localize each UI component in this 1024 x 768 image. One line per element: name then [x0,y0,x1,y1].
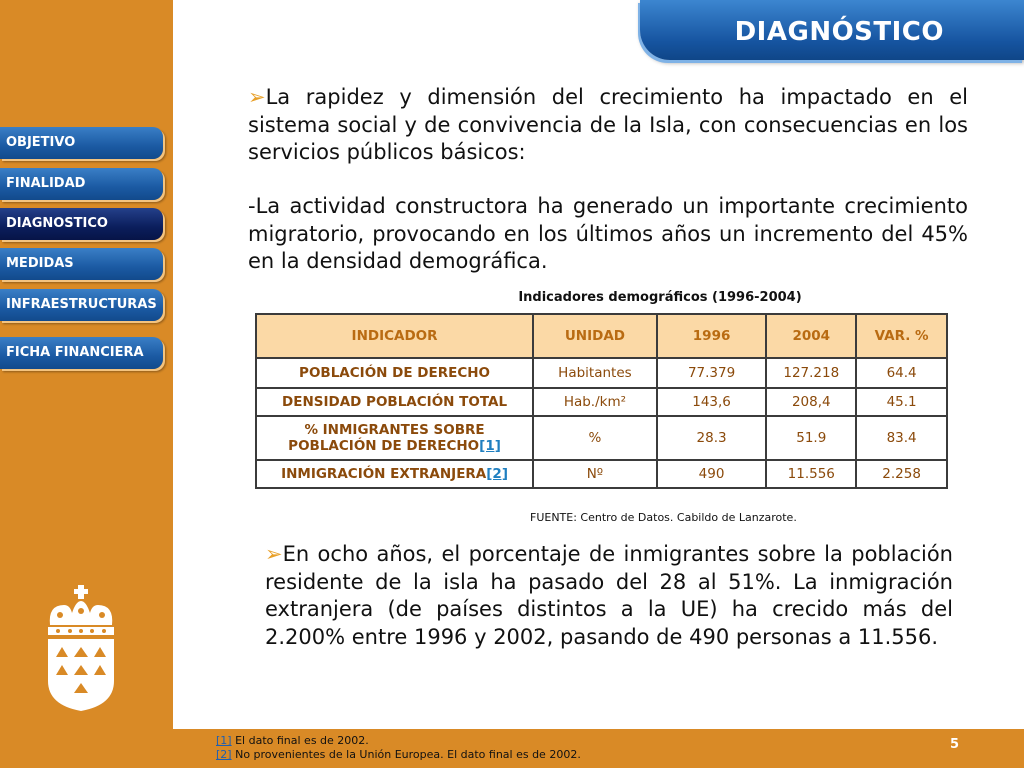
demographic-indicators-table [255,313,948,489]
value-1996-cell: 77.379 [657,358,767,388]
arrow-bullet-icon: ➢ [248,85,266,109]
footnote-text: No provenientes de la Unión Europea. El dato final es de 2002. [231,748,581,761]
column-header: 2004 [766,314,856,358]
unit-cell: Nº [533,460,657,488]
conclusion-text: En ocho años, el porcentaje de inmigrantes sobre la población residente de la isla ha pasado del 28 al 51%. La inmigración extranjera (de países distintos a la UE) ha crecido más del 2.200% entre 1996 y 2002, pasando de 490 personas a 11.556. [265,542,953,649]
variation-cell: 64.4 [856,358,947,388]
table-row [256,460,947,488]
indicator-cell [256,358,533,388]
variation-cell: 45.1 [856,388,947,416]
nav-item-medidas[interactable]: MEDIDAS [0,248,163,280]
indicator-label: DENSIDAD POBLACIÓN TOTAL [282,394,508,410]
value-1996-cell: 490 [657,460,767,488]
indicator-cell [256,460,533,488]
arrow-bullet-icon: ➢ [265,542,283,566]
column-header: 1996 [657,314,767,358]
value-2004-cell: 11.556 [766,460,856,488]
footnote-ref-link[interactable]: [1] [479,438,501,454]
nav-item-ficha-financiera[interactable]: FICHA FINANCIERA [0,337,163,369]
column-header: UNIDAD [533,314,657,358]
table-row [256,358,947,388]
variation-cell: 83.4 [856,416,947,460]
value-1996-cell: 28.3 [657,416,767,460]
intro-paragraph [248,84,968,167]
column-header: VAR. % [856,314,947,358]
footnote-item [216,748,581,762]
variation-cell: 2.258 [856,460,947,488]
unit-cell: % [533,416,657,460]
page-title: DIAGNÓSTICO [734,17,944,47]
indicator-cell [256,388,533,416]
canarias-crown-crest-icon [44,585,118,711]
table-caption: Indicadores demográficos (1996-2004) [518,290,802,305]
page-number: 5 [950,737,960,752]
footnote-ref-link[interactable]: [2] [486,466,508,482]
indicator-label: % INMIGRANTES SOBRE POBLACIÓN DE DERECHO [288,422,485,454]
unit-cell: Hab./km² [533,388,657,416]
indicator-label: POBLACIÓN DE DERECHO [299,365,491,381]
indicator-label: INMIGRACIÓN EXTRANJERA [281,466,487,482]
table-row [256,388,947,416]
nav-item-diagnostico[interactable]: DIAGNOSTICO [0,208,163,240]
unit-cell: Habitantes [533,358,657,388]
footnote-item [216,734,581,748]
footnote-ref-link[interactable]: [2] [216,748,232,761]
value-2004-cell: 208,4 [766,388,856,416]
table-source: FUENTE: Centro de Datos. Cabildo de Lanzarote. [530,511,797,524]
construction-paragraph: -La actividad constructora ha generado un importante crecimiento migratorio, provocando en los últimos años un incremento del 45% en la densidad demográfica. [248,194,968,273]
conclusion-paragraph [265,541,953,651]
nav-item-infraestructuras[interactable]: INFRAESTRUCTURAS [0,289,163,321]
title-tab [640,0,1024,60]
table-row [256,416,947,460]
indicator-cell [256,416,533,460]
value-2004-cell: 51.9 [766,416,856,460]
nav-item-objetivo[interactable]: OBJETIVO [0,127,163,159]
footnotes [216,734,581,762]
value-1996-cell: 143,6 [657,388,767,416]
column-header: INDICADOR [256,314,533,358]
table-header-row [256,314,947,358]
intro-text: La rapidez y dimensión del crecimiento ha impactado en el sistema social y de convivencia de la Isla, con consecuencias en los servicios públicos básicos: [248,85,968,164]
footnote-text: El dato final es de 2002. [231,734,369,747]
value-2004-cell: 127.218 [766,358,856,388]
nav-item-finalidad[interactable]: FINALIDAD [0,168,163,200]
footnote-ref-link[interactable]: [1] [216,734,232,747]
